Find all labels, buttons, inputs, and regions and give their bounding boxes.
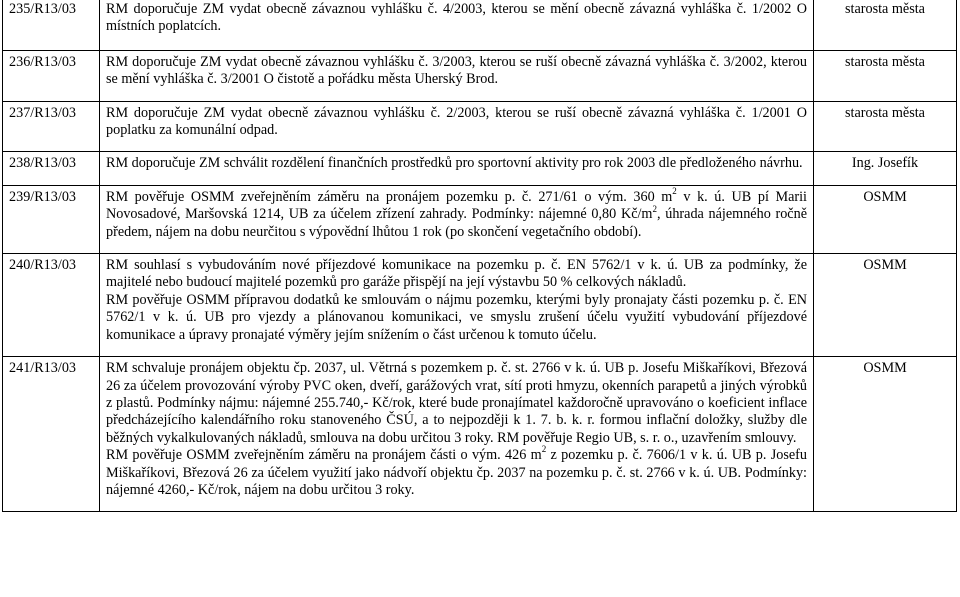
responsible-person: starosta města: [814, 0, 957, 50]
resolution-text: [100, 0, 814, 50]
resolution-text: [100, 357, 814, 512]
resolution-text-content: RM doporučuje ZM vydat obecně závaznou vyhlášku č. 3/2003, kterou se ruší obecně závazná vyhláška č. 3/2002, kterou se mění vyhláška č. 3/2001 O čistotě a pořádku města Uherský Brod.: [106, 53, 807, 88]
responsible-person: Ing. Josefík: [814, 152, 957, 185]
resolution-paragraph: RM pověřuje OSMM přípravou dodatků ke smlouvám o nájmu pozemku, kterými byly pronajaty části pozemku p. č. EN 5762/1 v k. ú. UB pro vjezdy a plánovanou komunikaci, ve smyslu zrušení účelu využití vybudování příjezdové komunikace a úpravy pronajaté výměry jejím snížením o část určenou k tomuto účelu.: [106, 291, 807, 343]
resolution-text-part: RM pověřuje OSMM zveřejněním záměru na pronájem pozemku p. č. 271/61 o vým. 360 m: [106, 188, 673, 205]
responsible-person: OSMM: [814, 185, 957, 253]
resolution-number: 239/R13/03: [3, 185, 100, 253]
resolution-text-part: v k. ú. UB pí Marii Novosadové, Maršovská 1214, UB za účelem zřízení zahrady. Podmínky: nájemné 0,80 Kč/m: [106, 188, 807, 223]
resolution-text-part: , úhrada nájemného ročně předem, nájem na dobu neurčitou s výpovědní lhůtou 1 rok (po skončení vegetačního období).: [106, 206, 807, 240]
table-row: [3, 50, 957, 101]
resolution-number: 236/R13/03: [3, 50, 100, 101]
resolution-number: 237/R13/03: [3, 101, 100, 152]
resolution-number: 238/R13/03: [3, 152, 100, 185]
resolution-number: 241/R13/03: [3, 357, 100, 512]
table-row: [3, 254, 957, 357]
resolution-number: 235/R13/03: [3, 0, 100, 50]
resolution-text-part: RM pověřuje OSMM zveřejněním záměru na pronájem části o vým. 426 m: [106, 447, 542, 464]
table-row: [3, 101, 957, 152]
resolutions-table: [2, 0, 957, 512]
resolution-text: [100, 185, 814, 253]
resolution-text-content: RM doporučuje ZM vydat obecně závaznou vyhlášku č. 2/2003, kterou se ruší obecně závazná vyhláška č. 1/2001 O poplatku za komunální odpad.: [106, 104, 807, 139]
table-row: [3, 152, 957, 185]
resolution-number: 240/R13/03: [3, 254, 100, 357]
responsible-person: starosta města: [814, 50, 957, 101]
resolution-text: [100, 50, 814, 101]
table-row: [3, 0, 957, 50]
resolution-text: [100, 254, 814, 357]
responsible-person: starosta města: [814, 101, 957, 152]
table-row: [3, 357, 957, 512]
resolution-text-part: z pozemku p. č. 7606/1 v k. ú. UB p. Josefu Miškaříkovi, Březová 26 za účelem využití jako nádvoří objektu čp. 2037 na pozemku p. č. st. 2766 v k. ú. UB. Podmínky: nájemné 4260,- Kč/rok, nájem na dobu určitou 3 roky.: [106, 447, 807, 498]
responsible-person: OSMM: [814, 357, 957, 512]
superscript: 2: [652, 203, 657, 214]
resolution-paragraph: [106, 444, 807, 499]
resolution-paragraph: RM souhlasí s vybudováním nové příjezdové komunikace na pozemku p. č. EN 5762/1 v k. ú. UB za podmínky, že majitelé nebo budoucí majitelé pozemků pro garáže přispějí na její výstavbu 50 % celkových nákladů.: [106, 257, 807, 291]
table-row: [3, 185, 957, 253]
resolution-paragraph: RM schvaluje pronájem objektu čp. 2037, ul. Větrná s pozemkem p. č. st. 2766 v k. ú. UB p. Josefu Miškaříkovi, Březová 26 za účelem provozování výroby PVC oken, dveří, garážových vrat, sítí proti hmyzu, okenních parapetů a jiných výrobků z plastů. Podmínky nájmu: nájemné 255.740,- Kč/rok, které bude pronajímatel každoročně upravováno o koeficient inflace předcházejícího kalendářního roku stanoveného ČSÚ, a to nejpozději k 1. 7. b. k. r. formou inflační doložky, služby dle běžných vykalkulovaných nákladů, smlouva na dobu určitou 3 roky. RM pověřuje Regio UB, s. r. o., uzavřením smlouvy.: [106, 360, 807, 446]
superscript: 2: [541, 444, 547, 455]
resolution-text: [100, 152, 814, 185]
resolution-text-content: RM doporučuje ZM schválit rozdělení finančních prostředků pro sportovní aktivity pro rok 2003 dle předloženého návrhu.: [106, 155, 803, 172]
resolution-text-content: RM doporučuje ZM vydat obecně závaznou vyhlášku č. 4/2003, kterou se mění obecně závazná vyhláška č. 1/2002 O místních poplatcích.: [106, 1, 807, 35]
resolution-text: [100, 101, 814, 152]
responsible-person: OSMM: [814, 254, 957, 357]
superscript: 2: [672, 186, 677, 197]
